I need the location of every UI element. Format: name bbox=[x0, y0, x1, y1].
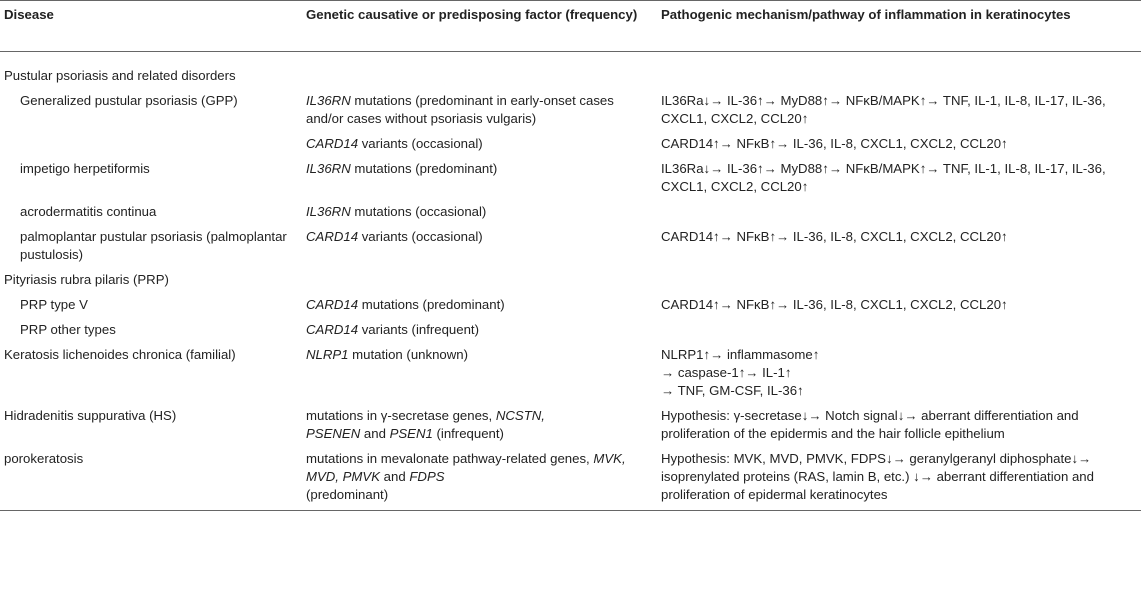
gene-name: PSENEN bbox=[306, 426, 361, 441]
disease-cell: Keratosis lichenoides chronica (familial) bbox=[4, 347, 236, 362]
table-row bbox=[0, 345, 1141, 406]
header-mechanism: Pathogenic mechanism/pathway of inflammation in keratinocytes bbox=[657, 1, 1141, 52]
gene-name: CARD14 bbox=[306, 229, 359, 244]
table-row bbox=[0, 91, 1141, 134]
factor-cell: NLRP1 mutation (unknown) bbox=[306, 347, 468, 362]
gene-name: CARD14 bbox=[306, 297, 359, 312]
gene-name: CARD14 bbox=[306, 322, 359, 337]
mechanism-cell: IL36Ra↓→ IL-36↑→ MyD88↑→ NFκB/MAPK↑→ TNF, IL-1, IL-8, IL-17, IL-36, CXCL1, CXCL2, CCL20↑ bbox=[661, 93, 1106, 126]
factor-cell: IL36RN mutations (predominant) bbox=[306, 161, 498, 176]
factor-cell: CARD14 variants (infrequent) bbox=[306, 322, 479, 337]
factor-cell: mutations in γ-secretase genes, NCSTN, PSENEN and PSEN1 (infrequent) bbox=[306, 408, 545, 441]
table-row bbox=[0, 66, 1141, 91]
table-header bbox=[0, 1, 1141, 52]
table-row bbox=[0, 320, 1141, 345]
disease-cell: acrodermatitis continua bbox=[20, 204, 157, 219]
gene-name: CARD14 bbox=[306, 136, 359, 151]
table-row bbox=[0, 270, 1141, 295]
gene-name: FDPS bbox=[409, 469, 445, 484]
disease-cell: palmoplantar pustular psoriasis (palmoplantar pustulosis) bbox=[20, 229, 287, 262]
table-row bbox=[0, 449, 1141, 511]
gene-name: NCSTN, bbox=[495, 408, 545, 423]
gene-name: NLRP1 bbox=[306, 347, 349, 362]
table-row bbox=[0, 159, 1141, 202]
factor-cell: mutations in mevalonate pathway-related genes, MVK, MVD, PMVK and FDPS (predominant) bbox=[302, 449, 657, 511]
mechanism-cell: CARD14↑→ NFκB↑→ IL-36, IL-8, CXCL1, CXCL2, CCL20↑ bbox=[661, 136, 1008, 151]
mechanism-cell: CARD14↑→ NFκB↑→ IL-36, IL-8, CXCL1, CXCL2, CCL20↑ bbox=[661, 297, 1008, 312]
factor-cell: CARD14 variants (occasional) bbox=[306, 136, 483, 151]
header-factor: Genetic causative or predisposing factor (frequency) bbox=[302, 1, 657, 52]
mechanism-cell: Hypothesis: γ-secretase↓→ Notch signal↓→ aberrant differentiation and proliferation of the epidermis and the hair follicle epithelium bbox=[661, 408, 1079, 441]
mechanism-cell: IL36Ra↓→ IL-36↑→ MyD88↑→ NFκB/MAPK↑→ TNF, IL-1, IL-8, IL-17, IL-36, CXCL1, CXCL2, CCL20↑ bbox=[661, 161, 1106, 194]
disease-cell: PRP type V bbox=[20, 297, 88, 312]
disease-cell: Pustular psoriasis and related disorders bbox=[4, 68, 236, 83]
factor-cell: CARD14 variants (occasional) bbox=[306, 229, 483, 244]
table-row bbox=[0, 227, 1141, 270]
disease-cell: impetigo herpetiformis bbox=[20, 161, 150, 176]
factor-cell: CARD14 mutations (predominant) bbox=[306, 297, 505, 312]
factor-cell: IL36RN mutations (occasional) bbox=[306, 204, 487, 219]
gene-name: PSEN1 bbox=[389, 426, 433, 441]
factor-cell: IL36RN mutations (predominant in early-onset cases and/or cases without psoriasis vulgaris) bbox=[306, 93, 614, 126]
header-disease: Disease bbox=[0, 1, 302, 52]
gene-name: IL36RN bbox=[306, 93, 351, 108]
table-row bbox=[0, 295, 1141, 320]
table-row bbox=[0, 134, 1141, 159]
disease-cell: Pityriasis rubra pilaris (PRP) bbox=[4, 272, 169, 287]
gene-name: MVK, MVD, PMVK bbox=[306, 451, 626, 484]
disease-cell: porokeratosis bbox=[0, 449, 302, 511]
table-row bbox=[0, 406, 1141, 449]
mechanism-cell: CARD14↑→ NFκB↑→ IL-36, IL-8, CXCL1, CXCL2, CCL20↑ bbox=[661, 229, 1008, 244]
table-row bbox=[0, 202, 1141, 227]
gene-name: IL36RN bbox=[306, 161, 351, 176]
disease-cell: Hidradenitis suppurativa (HS) bbox=[4, 408, 177, 423]
disease-cell: PRP other types bbox=[20, 322, 116, 337]
mechanism-cell: Hypothesis: MVK, MVD, PMVK, FDPS↓→ geranylgeranyl diphosphate↓→ isoprenylated proteins (RAS, lamin B, etc.) ↓→ aberrant differentiation and proliferation of epidermal keratinocytes bbox=[657, 449, 1141, 511]
disease-cell: Generalized pustular psoriasis (GPP) bbox=[20, 93, 238, 108]
gene-name: IL36RN bbox=[306, 204, 351, 219]
mechanism-cell: NLRP1↑→ inflammasome↑ → caspase-1↑→ IL-1↑ → TNF, GM-CSF, IL-36↑ bbox=[661, 347, 820, 398]
